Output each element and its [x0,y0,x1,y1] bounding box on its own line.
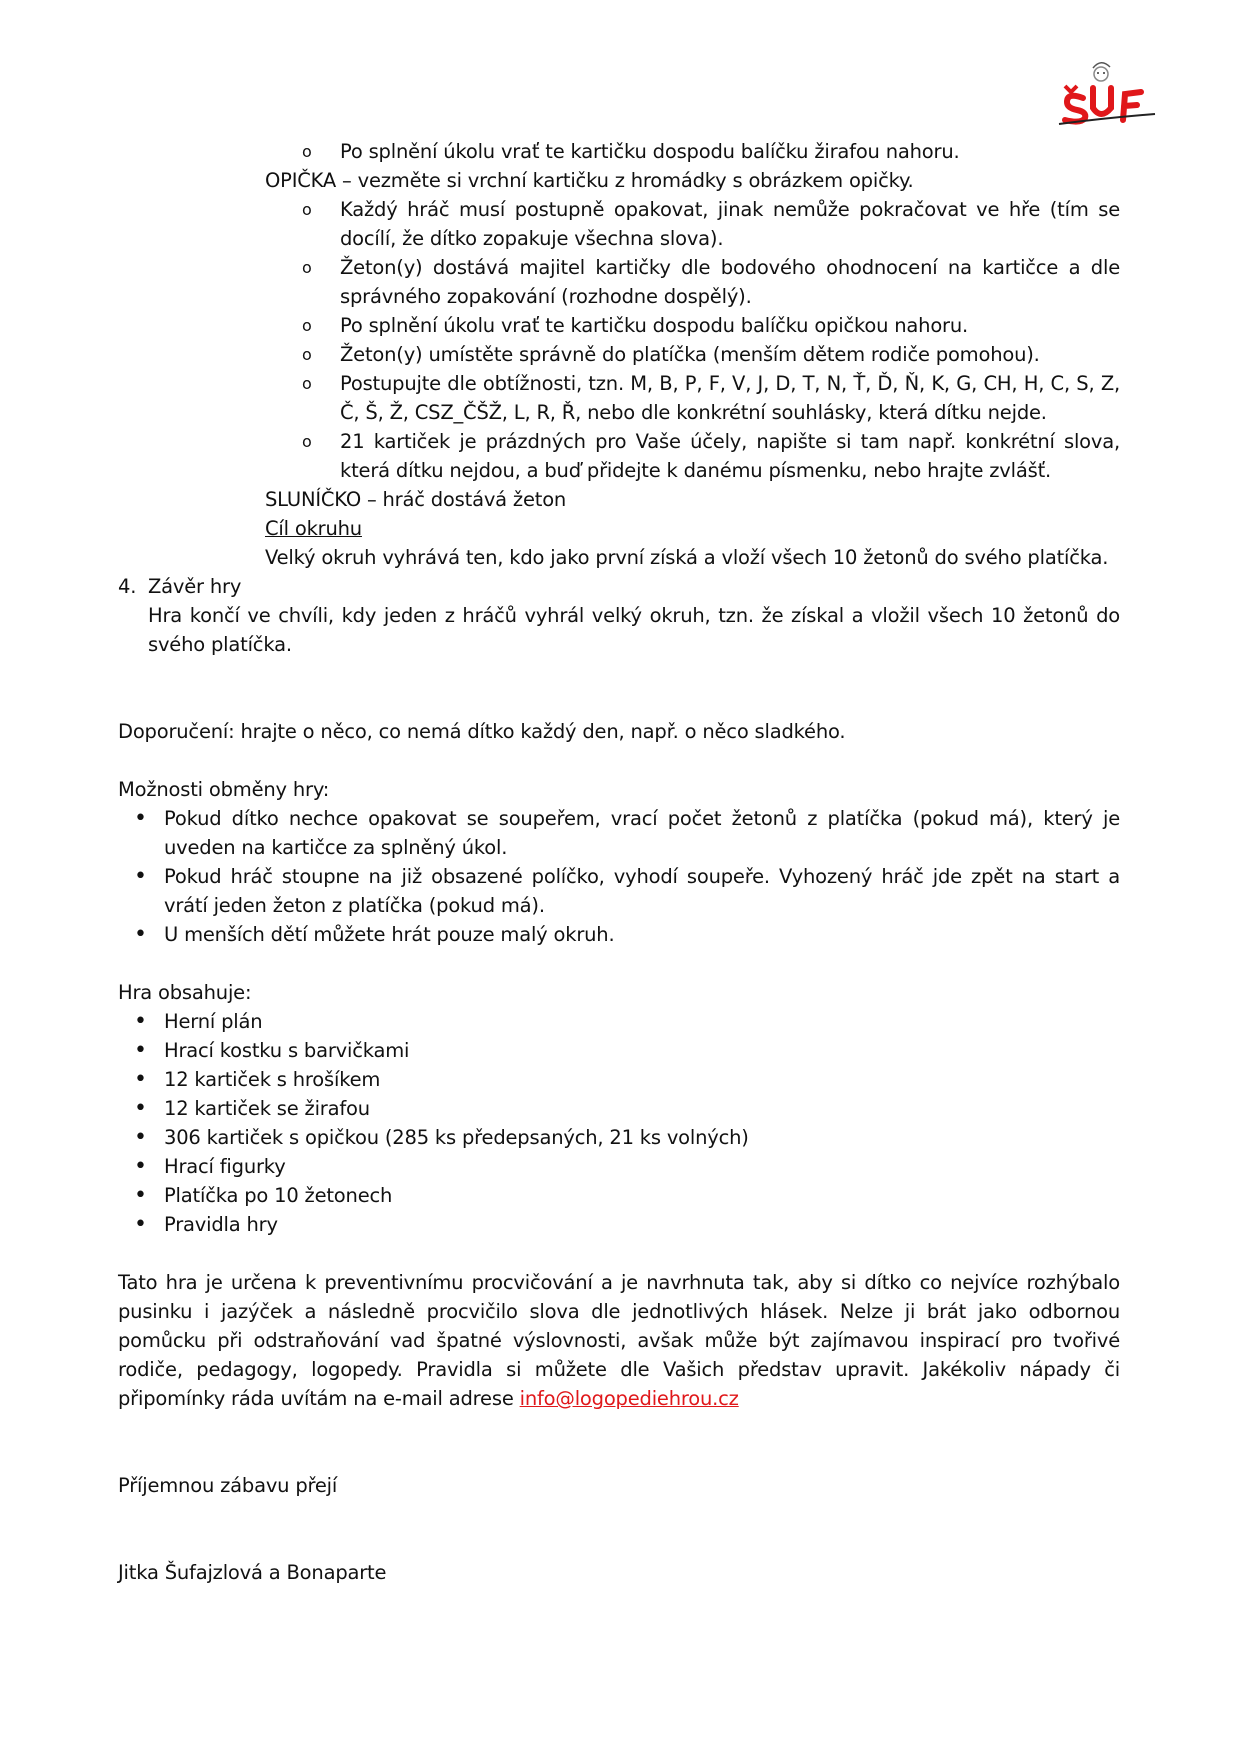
closing-wish: Příjemnou zábavu přejí [118,1474,338,1497]
contents-item: 12 kartiček s hrošíkem [164,1068,381,1091]
bullet-icon: • [134,806,147,831]
monkey-item: Žeton(y) umístěte správně do platíčka (menším dětem rodiče pomohou). [340,343,1040,366]
bullet-icon: • [134,1038,147,1063]
recommendation: Doporučení: hrajte o něco, co nemá dítko každý den, např. o něco sladkého. [118,720,846,743]
circle-bullet-icon: o [302,374,312,393]
contents-item: Hrací figurky [164,1155,286,1178]
monkey-item: Postupujte dle obtížnosti, tzn. M, B, P, F, V, J, D, T, N, Ť, Ď, Ň, K, G, CH, H, C, S, Z, Č, Š, Ž, CSZ_ČŠŽ, L, R, Ř, nebo dle konkrétní souhlásky, která dítku nejde. [340,372,1120,424]
circle-bullet-icon: o [302,142,312,161]
suf-logo [1055,58,1159,128]
bullet-icon: • [134,1067,147,1092]
circle-bullet-icon: o [302,258,312,277]
circle-bullet-icon: o [302,432,312,451]
bullet-icon: • [134,1154,147,1179]
bullet-icon: • [134,1009,147,1034]
sun-rule: SLUNÍČKO – hráč dostává žeton [265,488,567,511]
circle-bullet-icon: o [302,345,312,364]
variant-item: Pokud hráč stoupne na již obsazené políčko, vyhodí soupeře. Vyhozený hráč jde zpět na start a vrátí jeden žeton z platíčka (pokud má). [164,865,1120,917]
contents-item: Pravidla hry [164,1213,278,1236]
contents-item: Platíčka po 10 žetonech [164,1184,393,1207]
bullet-icon: • [134,922,147,947]
goal-text: Velký okruh vyhrává ten, kdo jako první získá a vloží všech 10 žetonů do svého platíčka. [265,546,1109,569]
bullet-icon: • [134,1096,147,1121]
suf-logo-graphic [1055,58,1159,128]
bullet-icon: • [134,864,147,889]
contents-item: Herní plán [164,1010,263,1033]
bullet-icon: • [134,1125,147,1150]
bullet-icon: • [134,1212,147,1237]
goal-heading: Cíl okruhu [265,517,362,540]
email-link[interactable]: info@logopediehrou.cz [519,1387,739,1410]
bullet-icon: • [134,1183,147,1208]
contents-item: 12 kartiček se žirafou [164,1097,370,1120]
signature: Jitka Šufajzlová a Bonaparte [118,1561,387,1584]
contents-item: 306 kartiček s opičkou (285 ks předepsaných, 21 ks volných) [164,1126,749,1149]
monkey-heading: OPIČKA – vezměte si vrchní kartičku z hromádky s obrázkem opičky. [265,169,914,192]
variant-item: Pokud dítko nechce opakovat se soupeřem, vrací počet žetonů z platíčka (pokud má), který je uveden na kartičce za splněný úkol. [164,807,1120,859]
monkey-item: Každý hráč musí postupně opakovat, jinak nemůže pokračovat ve hře (tím se docílí, že dítko zopakuje všechna slova). [340,198,1120,250]
end-text: Hra končí ve chvíli, kdy jeden z hráčů vyhrál velký okruh, tzn. že získal a vložil všech 10 žetonů do svého platíčka. [148,604,1120,656]
contents-heading: Hra obsahuje: [118,981,252,1004]
closing-paragraph-text: Tato hra je určena k preventivnímu procvičování a je navrhnuta tak, aby si dítko co nejvíce rozhýbalo pusinku i jazýček a následně procvičilo slova dle jednotlivých hlásek. Nelze ji brát jako odbornou pomůcku při odstraňování vad špatné výslovnosti, avšak může být zajímavou inspirací pro tvořivé rodiče, pedagogy, logopedy. Pravidla si můžete dle Vašich představ upravit. Jakékoliv nápady či připomínky ráda uvítám na e-mail adrese [118,1271,1120,1410]
circle-bullet-icon: o [302,316,312,335]
contents-item: Hrací kostku s barvičkami [164,1039,410,1062]
monkey-item: 21 kartiček je prázdných pro Vaše účely, napište si tam např. konkrétní slova, která dítku nejdou, a buď přidejte k danému písmenku, nebo hrajte zvlášť. [340,430,1120,482]
variants-heading: Možnosti obměny hry: [118,778,330,801]
monkey-prev-item: Po splnění úkolu vrať te kartičku dospodu balíčku žirafou nahoru. [340,140,960,163]
circle-bullet-icon: o [302,200,312,219]
monkey-item: Po splnění úkolu vrať te kartičku dospodu balíčku opičkou nahoru. [340,314,969,337]
section-number: 4. [118,575,137,598]
variant-item: U menších dětí můžete hrát pouze malý okruh. [164,923,615,946]
section-title: Závěr hry [148,575,242,598]
monkey-item: Žeton(y) dostává majitel kartičky dle bodového ohodnocení na kartičce a dle správného zopakování (rozhodne dospělý). [340,256,1120,308]
closing-paragraph [118,1268,1120,1413]
